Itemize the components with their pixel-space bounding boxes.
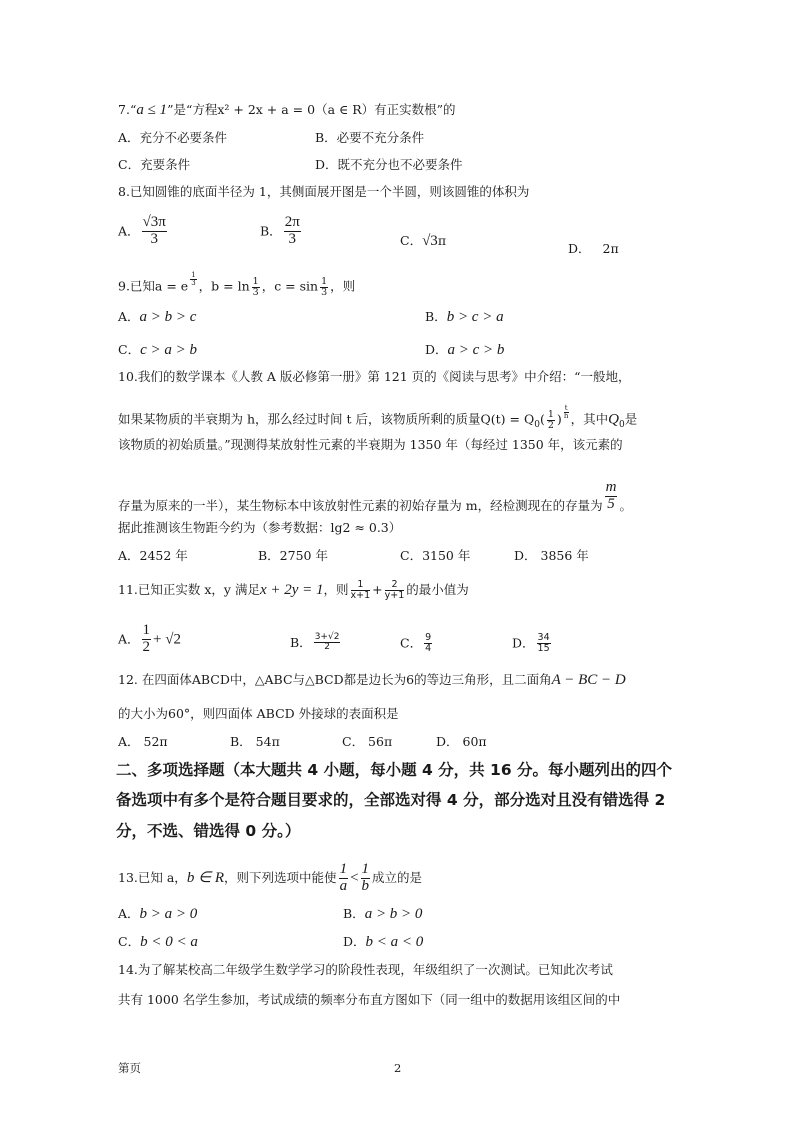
q12-line-1: 12. 在四面体ABCD中，△ABC与△BCD都是边长为6的等边三角形，且二面角A − BC − D bbox=[118, 672, 626, 688]
q14-line-2: 共有 1000 名学生参加，考试成绩的频率分布直方图如下（同一组中的数据用该组区间的中 bbox=[118, 992, 621, 1007]
section-2-heading-line-1: 二、多项选择题（本大题共 4 小题，每小题 4 分，共 16 分。每小题列出的四个 bbox=[116, 761, 673, 779]
q12-option-a: A． 52π bbox=[118, 734, 168, 749]
footer-label: 第页 bbox=[118, 1061, 141, 1075]
q8-option-c: C．√3π bbox=[400, 233, 447, 249]
q7-condition: a ≤ 1 bbox=[136, 102, 168, 118]
q9-option-a: A．a > b > c bbox=[118, 309, 197, 325]
q9-option-c: C．c > a > b bbox=[118, 342, 197, 358]
q10-line-1: 10.我们的数学课本《人教 A 版必修第一册》第 121 页的《阅读与思考》中介绍：“一般地， bbox=[118, 369, 631, 384]
q10-line-2: 如果某物质的半衰期为 h，那么经过时间 t 后，该物质所剩的质量$Q(t) = Q_0$( $\frac{1}{2}$ ) $\frac{t}{h}$ ，其中$Q_0$是 bbox=[118, 404, 638, 431]
q11-option-b: B． $\frac{3+√2}{2}$ bbox=[290, 632, 340, 653]
q9-option-d: D．a > c > b bbox=[425, 342, 505, 358]
q7-option-d: D．既不充分也不必要条件 bbox=[315, 157, 463, 172]
q9-stem: 9.已知a = e $\frac{1}{3}$ ，b = ln $\frac{1}{3}$ ，c = sin $\frac{1}{3}$ ，则 bbox=[118, 271, 356, 298]
section-2-heading-line-2: 备选项中有多个是符合题目要求的，全部选对得 4 分，部分选对且没有错选得 2 bbox=[116, 791, 666, 809]
q9-option-b: B．b > c > a bbox=[425, 309, 504, 325]
q10-option-d: D． 3856 年 bbox=[514, 548, 589, 563]
q13-option-d: D．b < a < 0 bbox=[343, 934, 424, 950]
q11-option-c: C． $\frac{9}{4}$ bbox=[400, 632, 432, 654]
q13-option-c: C．b < 0 < a bbox=[118, 934, 198, 950]
q13-option-a: A．b > a > 0 bbox=[118, 906, 198, 922]
q10-line-3: 该物质的初始质量。”现测得某放射性元素的半衰期为 1350 年（每经过 1350 年，该元素的 bbox=[118, 437, 623, 452]
q7-option-b: B．必要不充分条件 bbox=[315, 130, 425, 145]
page-number: 2 bbox=[394, 1061, 402, 1075]
q13-option-b: B．a > b > 0 bbox=[343, 906, 423, 922]
q8-option-d: D． 2π bbox=[568, 241, 619, 256]
q8-stem: 8.已知圆锥的底面半径为 1，其侧面展开图是一个半圆，则该圆锥的体积为 bbox=[118, 184, 530, 199]
q7-option-a: A．充分不必要条件 bbox=[118, 130, 228, 145]
q10-line-5: 据此推测该生物距今约为（参考数据：lg2 ≈ 0.3） bbox=[118, 520, 402, 535]
q12-option-c: C． 56π bbox=[342, 734, 393, 749]
q8-option-b: B． $\frac{2\pi}{3}$ bbox=[260, 214, 300, 247]
q11-stem: 11.已知正实数 x，y 满足x + 2y = 1，则 $\frac{1}{x+1}$ + $\frac{2}{y+1}$ 的最小值为 bbox=[118, 579, 469, 601]
q10-option-c: C．3150 年 bbox=[400, 548, 471, 563]
q10-option-a: A．2452 年 bbox=[118, 548, 188, 563]
q11-option-d: D． $\frac{34}{15}$ bbox=[512, 632, 550, 654]
q12-option-d: D． 60π bbox=[436, 734, 487, 749]
q13-stem: 13.已知 a，b ∈ R，则下列选项中能使 $\frac{1}{a}$ < $\frac{1}{b}$ 成立的是 bbox=[118, 861, 423, 894]
q12-option-b: B． 54π bbox=[230, 734, 280, 749]
q10-option-b: B．2750 年 bbox=[258, 548, 328, 563]
q14-line-1: 14.为了解某校高二年级学生数学学习的阶段性表现，年级组织了一次测试。已知此次考试 bbox=[118, 962, 613, 977]
q10-line-4: 存量为原来的一半），某生物标本中该放射性元素的初始存量为 m，经检测现在的存量为 $\frac{m}{5}$ 。 bbox=[118, 479, 632, 513]
q7-stem: 7.“a ≤ 1”是“方程x² + 2x + a = 0（a ∈ R）有正实数根”的 bbox=[118, 102, 456, 118]
q11-option-a: A． $\frac{1}{2}$ + √2 bbox=[118, 622, 181, 655]
q7-option-c: C．充要条件 bbox=[118, 157, 191, 172]
section-2-heading-line-3: 分，不选、错选得 0 分。） bbox=[116, 822, 301, 840]
q12-line-2: 的大小为60°，则四面体 ABCD 外接球的表面积是 bbox=[118, 706, 399, 721]
q8-option-a: A． $\frac{√3\pi}{3}$ bbox=[118, 214, 166, 247]
